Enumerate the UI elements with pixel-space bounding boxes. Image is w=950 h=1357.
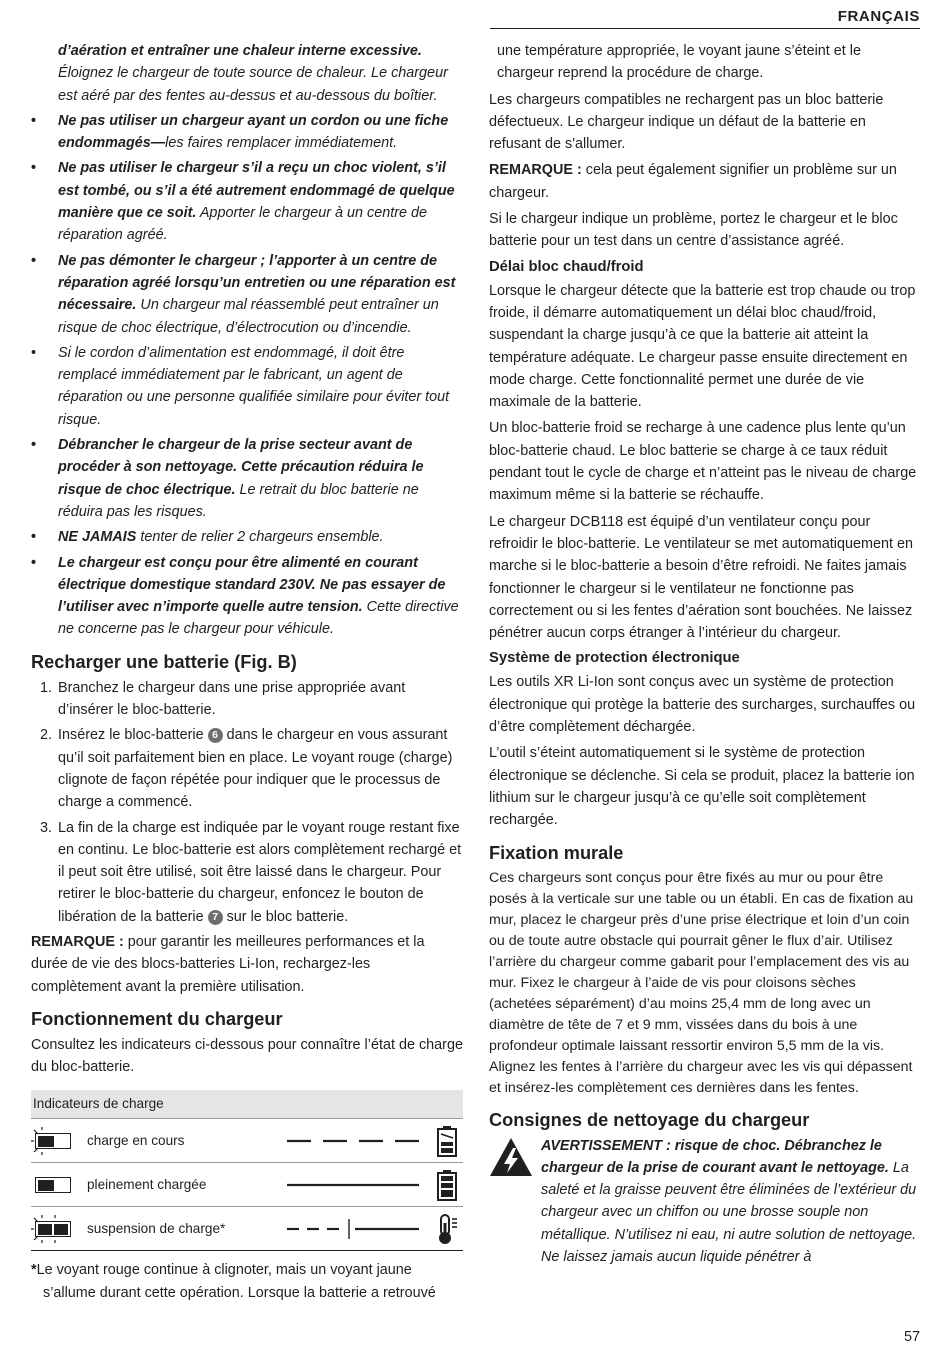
figure-callout-badge: 7 [208, 910, 223, 925]
right-column [489, 40, 921, 1272]
bullet-bold: Ne pas utiliser un chargeur ayant un cordon ou une fiche endommagés— [58, 112, 449, 152]
footnote-text: Le voyant rouge continue à clignoter, mais un voyant jaune s’allume durant cette opération. Lorsque la batterie a retrouvé [36, 1262, 436, 1301]
step-text: La fin de la charge est indiquée par le voyant rouge restant fixe en continu. Le bloc-batterie est alors complètement rechargé et il peut soit être utilisé, soit être laissé dans le chargeur. Pour retirer le bloc-batterie du chargeur, enfoncez le bouton de libération de la batterie [58, 819, 462, 925]
solid-line-pattern [287, 1163, 419, 1207]
bullet-bold: Ne pas démonter le chargeur ; l’apporter à un centre de réparation agréé lorsqu’un entretien ou une réparation est nécessaire. [58, 252, 456, 314]
warning-italic: La saleté et la graisse peuvent être éliminées de l’extérieur du chargeur avec un chiffon ou une brosse souple non métallique. N’utilisez ni eau, ni autre solution de nettoyage. Ne laissez jamais aucun liquide pénétrer à [541, 1159, 917, 1265]
fixation-heading: Fixation murale [489, 842, 624, 863]
bullet-italic: Un chargeur mal réassemblé peut entraîner un risque de choc électrique, d’électrocution ou d’incendie. [58, 297, 439, 336]
page-number: 57 [903, 1329, 920, 1345]
step-text: Insérez le bloc-batterie [58, 727, 208, 744]
step-number: 2. [40, 727, 53, 744]
safety-bullet-list [31, 110, 463, 641]
protection-paragraph-2: L’outil s’éteint automatiquement si le système de protection électronique se déclenche. Si cela se produit, placez la batterie ion lithium sur le chargeur jusqu’à ce qu’elle soit complètement rechargée. [489, 745, 915, 829]
left-column [31, 40, 463, 1307]
fixation-paragraph: Ces chargeurs sont conçus pour être fixés au mur ou pour être posés à la verticale sur une table ou un établi. En cas de fixation au mur, placez le chargeur près d’une prise électrique et loin d’un coin ou de toute autre obstacle qui pourrait gêner le flux d’air. Utilisez l’arrière du chargeur comme gabarit pour l’emplacement des vis au mur. Fixez le chargeur à l’aide de vis pour cloisons sèches (achetées séparément) d’au moins 25,4 mm de long avec un diamètre de tête de 7 et 9 mm, vissées dans du bois à une profondeur optimale laissant ressortir environ 5,5 mm de la vis. Alignez les fentes à l’arrière du chargeur avec les vis qui dépassent et insérez-les complètement ces dernières dans les fentes. [489, 869, 914, 1096]
remarque-label: REMARQUE : [489, 162, 582, 179]
bullet-item: • Ne pas utiliser un chargeur ayant un cordon ou une fiche endommagés—les faires remplacer immédiatement. [31, 112, 449, 152]
protection-heading: Système de protection électronique [489, 650, 740, 667]
delai-heading: Délai bloc chaud/froid [489, 258, 644, 275]
bullet-item: • Ne pas utiliser le chargeur s’il a reçu un choc violent, s’il est tombé, ou s’il a été autrement endommagé de quelque manière que ce soit. Apporter le chargeur à un centre de réparation agréé. [31, 160, 455, 244]
header-rule [490, 28, 920, 29]
bullet-item: • Le chargeur est conçu pour être alimenté en courant électrique domestique standard 230V. Ne pas essayer de l’utiliser avec n’importe quelle autre tension. Cette directive ne concerne pas le chargeur pour véhicule. [31, 554, 459, 638]
remarque-text: pour garantir les meilleures performances et la durée de vie des blocs-batteries Li-Ion, rechargez-les complètement avant la première utilisation. [31, 933, 425, 995]
bullet-bold: Ne pas utiliser le chargeur s’il a reçu un choc violent, s’il est tombé, ou s’il a été autrement endommagé de quelque manière que ce soit. [58, 160, 455, 222]
protection-paragraph-1: Les outils XR Li-Ion sont conçus avec un système de protection électronique qui protège la batterie des surcharges, surchauffes ou d’être complètement déchargée. [489, 674, 916, 736]
cleaning-warning [489, 1135, 921, 1269]
battery-full-icon [435, 1169, 459, 1201]
figure-callout-badge: 6 [208, 728, 223, 743]
recharge-heading: Recharger une batterie (Fig. B) [31, 651, 297, 672]
bullet-italic: Apporter le chargeur à un centre de réparation agréé. [58, 205, 428, 244]
bullet-italic: Cette directive ne concerne pas le chargeur pour véhicule. [58, 599, 459, 638]
remarque-text: cela peut également signifier un problème sur un chargeur. [489, 162, 897, 201]
led-indicator-charging [35, 1133, 71, 1149]
indicator-label: pleinement chargée [87, 1177, 207, 1193]
nettoyage-heading: Consignes de nettoyage du chargeur [489, 1109, 810, 1130]
battery-charging-icon [435, 1125, 459, 1157]
thermometer-icon [435, 1213, 459, 1245]
warning-bold: AVERTISSEMENT : risque de choc. Débranchez le chargeur de la prise de courant avant le nettoyage. [541, 1137, 889, 1176]
bullet-bold: Le chargeur est conçu pour être alimenté en courant électrique domestique standard 230V. Ne pas essayer de l’utiliser avec n’importe quelle autre tension. [58, 554, 446, 616]
dash-then-solid-pattern [287, 1207, 419, 1251]
step-item [31, 677, 463, 722]
language-header: FRANÇAIS [837, 8, 920, 25]
bullet-item: • Si le cordon d’alimentation est endommagé, il doit être remplacé immédiatement par le fabricant, un agent de réparation ou une personne qualifiée similaire pour éviter tout risque. [31, 344, 450, 428]
bullet-item: • NE JAMAIS tenter de relier 2 chargeurs ensemble. [31, 529, 384, 546]
continued-paragraph: une température appropriée, le voyant jaune s’éteint et le chargeur reprend la procédure de charge. [497, 43, 861, 82]
bullet-italic: les faires remplacer immédiatement. [165, 135, 398, 152]
fonction-paragraph: Consultez les indicateurs ci-dessous pour connaître l’état de charge du bloc-batterie. [31, 1036, 463, 1076]
delai-paragraph-1: Lorsque le chargeur détecte que la batterie est trop chaude ou trop froide, il démarre automatiquement un délai bloc chaud/froid, suspendant la charge jusqu’à ce que la batterie ait atteint la température adéquate. Le chargeur passe ensuite directement en mode charge. Cette fonctionnalité permet une durée de vie maximale de la batterie. [489, 282, 916, 411]
bullet-bold: Débrancher le chargeur de la prise secteur avant de procéder à son nettoyage. Cette précaution réduira le risque de choc électrique. [58, 437, 424, 498]
blink-dash-pattern [287, 1119, 419, 1163]
bullet-item: • Débrancher le chargeur de la prise secteur avant de procéder à son nettoyage. Cette précaution réduira le risque de choc électrique. Le retrait du bloc batterie ne réduira pas les risques. [31, 437, 424, 520]
bullet-italic: Si le cordon d’alimentation est endommagé, il doit être remplacé immédiatement par le fabricant, un agent de réparation ou une personne qualifiée similaire pour éviter tout risque. [58, 344, 450, 428]
step-item [31, 724, 463, 813]
intro-italic: Éloignez le chargeur de toute source de chaleur. Le chargeur est aéré par des fentes au-dessus et au-dessous du boîtier. [58, 65, 448, 104]
delai-paragraph-2: Un bloc-batterie froid se recharge à une cadence plus lente qu’un bloc-batterie chaud. Le bloc batterie se charge à ce taux réduit pendant tout le cycle de charge et n’atteint pas le niveau de charge maximum même si la batterie se réchauffe. [489, 420, 917, 504]
bullet-item: • Ne pas démonter le chargeur ; l’apporter à un centre de réparation agréé lorsqu’un entretien ou une réparation est nécessaire. Un chargeur mal réassemblé peut entraîner un risque de choc électrique, d’électrocution ou d’incendie. [31, 252, 456, 336]
led-indicator-full [35, 1177, 71, 1193]
delai-paragraph-3: Le chargeur DCB118 est équipé d’un ventilateur conçu pour refroidir le bloc-batterie. Le ventilateur se met automatiquement en marche si le bloc-batterie a besoin d’être refroidi. Ne faites jamais fonctionner le chargeur si le ventilateur ne fonctionne pas correctement ou si les fentes d’aération sont bouchées. Ne laissez pénétrer aucun corps étranger à l’intérieur du chargeur. [489, 513, 913, 642]
defect-paragraph: Les chargeurs compatibles ne rechargent pas un bloc batterie défectueux. Le chargeur indique un défaut de la batterie en refusant de s'allumer. [489, 91, 884, 153]
step-number: 1. [40, 679, 53, 696]
warning-paragraph [541, 1135, 921, 1269]
indicator-label: charge en cours [87, 1133, 185, 1149]
step-number: 3. [40, 819, 53, 836]
step-item [31, 817, 463, 928]
step-text: sur le bloc batterie. [222, 908, 349, 925]
indicator-table-header: Indicateurs de charge [31, 1090, 463, 1118]
indicator-row-suspended [31, 1206, 463, 1250]
step-text: dans le chargeur en vous assurant qu’il soit parfaitement bien en place. Le voyant rouge (charge) clignote de façon répétée pour indiquer que le processus de charge a commencé. [58, 727, 453, 811]
recharge-steps [31, 677, 463, 928]
fonction-heading: Fonctionnement du chargeur [31, 1008, 283, 1029]
indicator-row-full [31, 1162, 463, 1206]
charge-indicator-table [31, 1090, 463, 1251]
remarque-label: REMARQUE : [31, 933, 124, 950]
led-indicator-suspended [35, 1221, 71, 1237]
warning-triangle-icon [489, 1137, 533, 1177]
bullet-bold: NE JAMAIS [58, 529, 137, 546]
footnote-paragraph [31, 1259, 463, 1304]
problem-paragraph: Si le chargeur indique un problème, portez le chargeur et le bloc batterie pour un test dans un centre d’assistance agréé. [489, 211, 898, 250]
bullet-italic: tenter de relier 2 chargeurs ensemble. [136, 529, 384, 546]
remarque-paragraph [31, 931, 463, 998]
footnote-star: * [31, 1262, 37, 1279]
step-text: Branchez le chargeur dans une prise appropriée avant d’insérer le bloc-batterie. [58, 679, 406, 719]
intro-paragraph [31, 40, 463, 107]
indicator-label: suspension de charge* [87, 1221, 226, 1237]
remarque-paragraph-right [489, 159, 921, 204]
intro-bold: d’aération et entraîner une chaleur interne excessive. [58, 43, 422, 59]
bullet-italic: Le retrait du bloc batterie ne réduira pas les risques. [58, 481, 419, 520]
indicator-row-charging [31, 1118, 463, 1162]
